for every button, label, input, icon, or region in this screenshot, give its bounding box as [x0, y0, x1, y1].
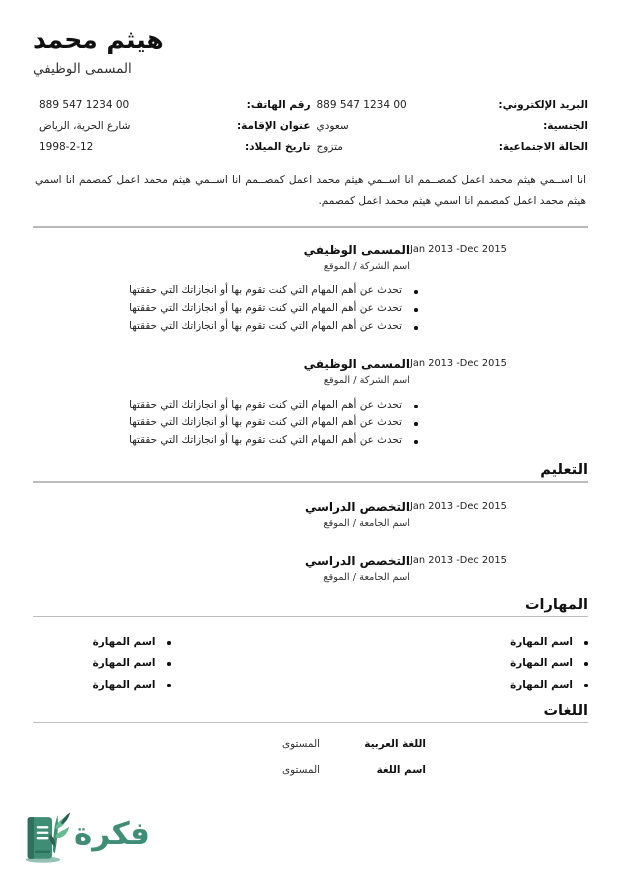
- list-item: اسم المهارة: [33, 677, 171, 694]
- contact-value: 1998-2-12: [39, 141, 94, 153]
- book-plant-logo-icon: [14, 808, 72, 866]
- list-item: اسم المهارة: [311, 677, 589, 694]
- language-spacer: [426, 738, 588, 750]
- experience-entry: [33, 242, 588, 336]
- job-subtitle: المسمى الوظيفي: [33, 60, 132, 77]
- entry-bullet-list: [33, 397, 588, 451]
- contact-value: سعودي: [316, 119, 349, 132]
- list-item: اسم المهارة: [311, 655, 589, 672]
- list-item: تحدث عن أهم المهام التي كنت تقوم بها أو انجازاتك التي حققتها: [33, 282, 418, 300]
- language-level: المستوى: [282, 738, 320, 751]
- skills-section: [33, 617, 588, 693]
- section-title-skills: المهارات: [524, 596, 588, 613]
- language-name: اسم اللغة: [376, 764, 426, 777]
- contact-details: [33, 99, 588, 154]
- contact-row-birthdate: [33, 141, 311, 154]
- education-entry: [33, 553, 588, 584]
- entry-subtitle: اسم الجامعة / الموقع: [323, 518, 410, 529]
- contact-label: الجنسية:: [543, 119, 588, 132]
- entry-title: المسمى الوظيفي: [303, 357, 410, 372]
- list-item: تحدث عن أهم المهام التي كنت تقوم بها أو انجازاتك التي حققتها: [33, 318, 418, 336]
- language-level: المستوى: [282, 764, 320, 777]
- experience-entry-head: [33, 242, 588, 273]
- entry-bullet-list: [33, 282, 588, 336]
- list-item: تحدث عن أهم المهام التي كنت تقوم بها أو انجازاتك التي حققتها: [33, 300, 418, 318]
- education-entry-head: [33, 553, 588, 584]
- entry-subtitle: اسم الجامعة / الموقع: [323, 572, 410, 584]
- list-item: تحدث عن أهم المهام التي كنت تقوم بها أو انجازاتك التي حققتها: [33, 397, 418, 415]
- contact-label: رقم الهاتف:: [246, 98, 311, 111]
- entry-main: [33, 242, 410, 273]
- experience-entry: [33, 356, 588, 450]
- entry-title: التخصص الدراسي: [304, 554, 410, 569]
- entry-dates: Jan 2013 -Dec 2015: [410, 358, 507, 370]
- entry-dates: Jan 2013 -Dec 2015: [410, 500, 507, 512]
- section-title-education: التعليم: [540, 462, 588, 479]
- education-entry: [33, 499, 588, 530]
- contact-row-email: [311, 99, 589, 112]
- skills-column-right: [33, 634, 311, 693]
- cv-header: [33, 0, 588, 77]
- contact-label: تاريخ الميلاد:: [244, 141, 311, 153]
- entry-title: المسمى الوظيفي: [303, 243, 410, 258]
- contact-label: عنوان الإقامة:: [236, 119, 311, 132]
- experience-section: [33, 228, 588, 450]
- language-row: [33, 764, 588, 776]
- language-spacer: [426, 764, 588, 776]
- contact-value: شارع الحرية، الرياض: [39, 119, 131, 132]
- contact-value: 00 1234 547 889: [39, 98, 130, 111]
- profile-summary: انا اســمي هيثم محمد اعمل كمصــمم انا اســمي هيثم محمد اعمل كمصــمم انا اســمي هيثم محمد اعمل كمصمم انا اسمي هيثم محمد اعمل كمصمم انا اسمي هيثم محمد اعمل كمصمم.: [35, 174, 586, 207]
- site-logo: [14, 808, 150, 866]
- section-title-languages: اللغات: [543, 702, 588, 719]
- entry-main: [33, 499, 410, 530]
- contact-label: الحالة الاجتماعية:: [498, 141, 588, 153]
- entry-subtitle: اسم الشركة / الموقع: [323, 261, 410, 273]
- contact-column-left: [311, 99, 589, 154]
- contact-row-marital-status: [311, 141, 589, 154]
- entry-title: التخصص الدراسي: [304, 499, 410, 514]
- contact-column-right: [33, 99, 311, 154]
- entry-subtitle: اسم الشركة / الموقع: [323, 375, 410, 387]
- languages-section: [33, 723, 588, 776]
- entry-main: [33, 356, 410, 387]
- language-row: [33, 738, 588, 750]
- list-item: تحدث عن أهم المهام التي كنت تقوم بها أو انجازاتك التي حققتها: [33, 432, 418, 450]
- contact-row-address: [33, 120, 311, 133]
- list-item: اسم المهارة: [33, 634, 171, 651]
- entry-dates: Jan 2013 -Dec 2015: [410, 555, 507, 567]
- list-item: اسم المهارة: [311, 634, 589, 651]
- contact-value: 00 1234 547 889: [316, 98, 407, 111]
- contact-row-phone: [33, 99, 311, 112]
- contact-value: متزوج: [316, 141, 343, 153]
- contact-label: البريد الإلكتروني:: [498, 98, 588, 111]
- skills-column-left: [311, 634, 589, 693]
- list-item: اسم المهارة: [33, 655, 171, 672]
- entry-dates: Jan 2013 -Dec 2015: [410, 244, 507, 256]
- logo-wordmark: فكرة: [74, 815, 150, 852]
- experience-entry-head: [33, 356, 588, 387]
- list-item: تحدث عن أهم المهام التي كنت تقوم بها أو انجازاتك التي حققتها: [33, 414, 418, 432]
- contact-row-nationality: [311, 120, 589, 133]
- education-section: [33, 483, 588, 585]
- education-entry-head: [33, 499, 588, 530]
- language-name: اللغة العربية: [364, 738, 426, 751]
- page-title: هيثم محمد: [33, 25, 164, 54]
- entry-main: [33, 553, 410, 584]
